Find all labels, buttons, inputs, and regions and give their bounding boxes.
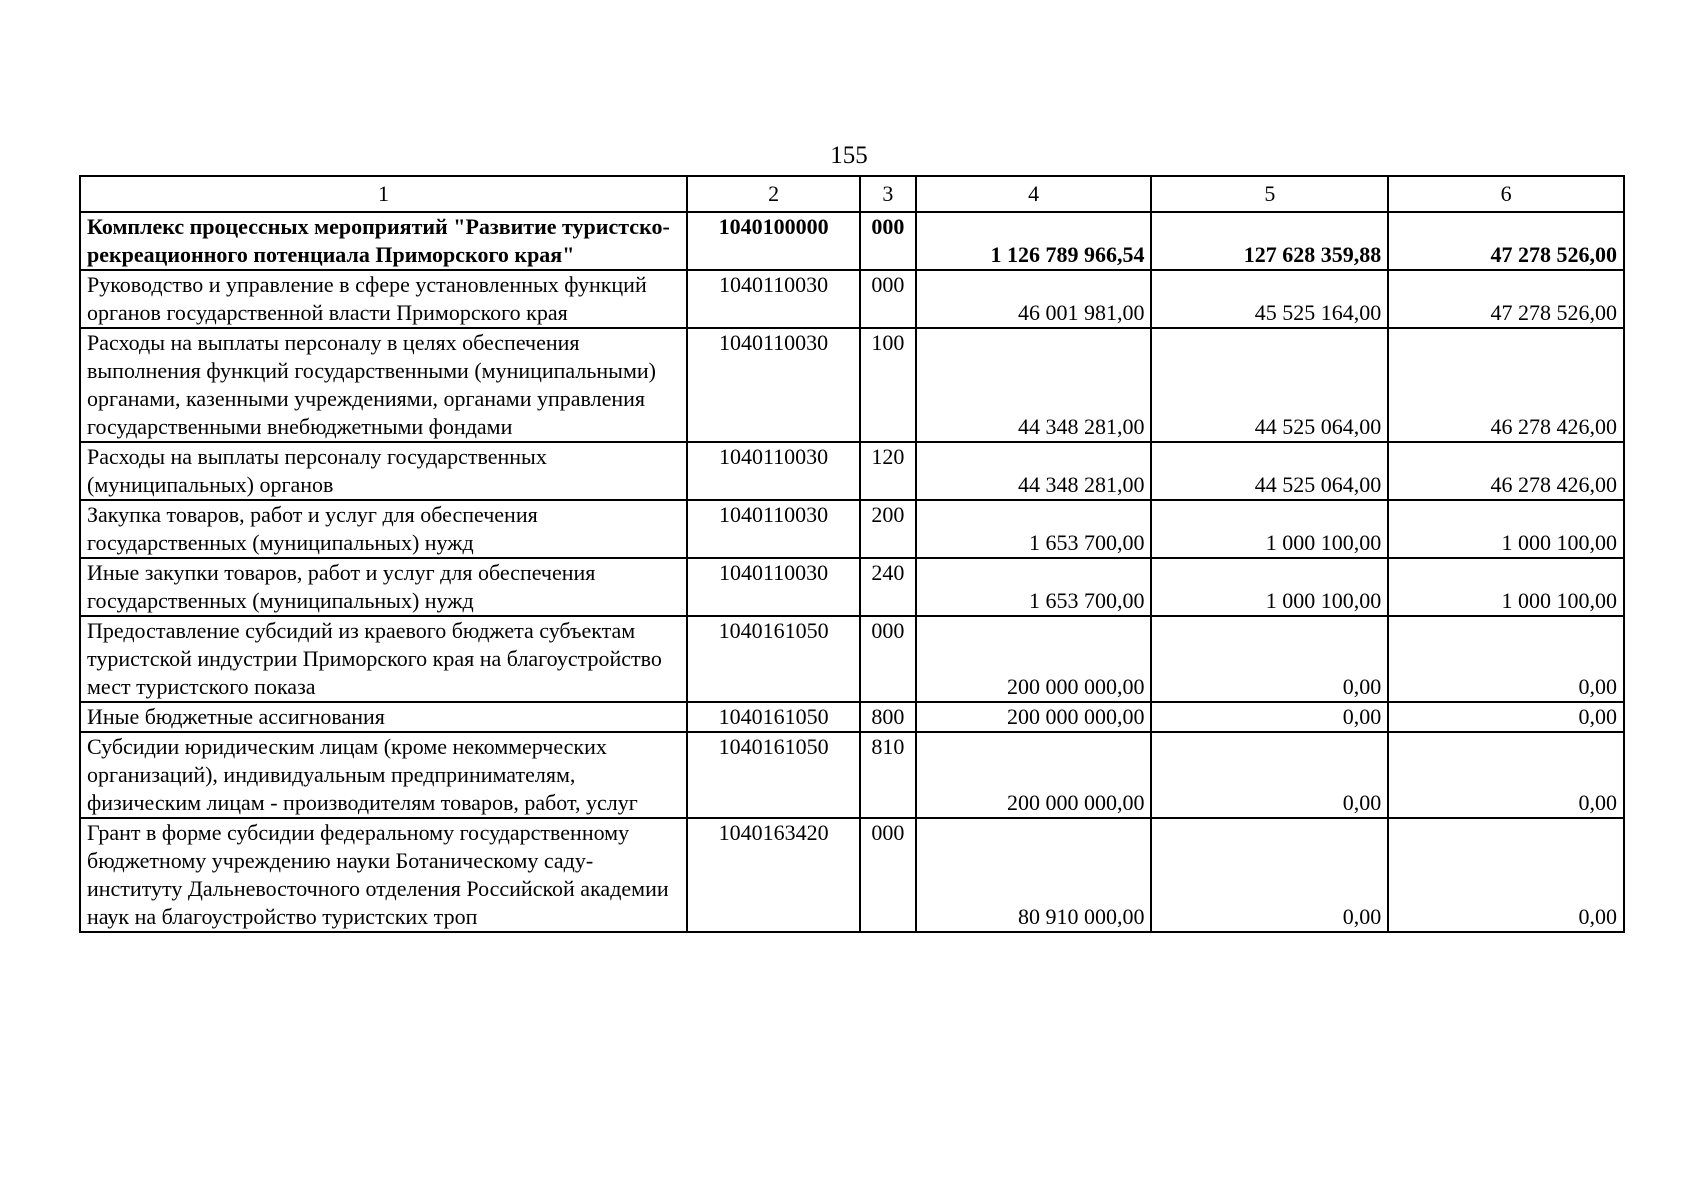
expense-type-code-cell: 800: [860, 702, 916, 732]
amount-col-4-cell: 200 000 000,00: [916, 702, 1152, 732]
expense-type-code-cell: 100: [860, 328, 916, 442]
table-row: [80, 702, 1624, 732]
amount-col-5-cell: 0,00: [1151, 732, 1388, 818]
amount-col-6-cell: 1 000 100,00: [1388, 558, 1624, 616]
expense-name-cell: Иные закупки товаров, работ и услуг для обеспечения государственных (муниципальных) нужд: [80, 558, 687, 616]
amount-col-6-cell: 1 000 100,00: [1388, 500, 1624, 558]
amount-col-6-cell: 46 278 426,00: [1388, 328, 1624, 442]
expense-type-code-cell: 120: [860, 442, 916, 500]
amount-col-4-cell: 1 126 789 966,54: [916, 212, 1152, 270]
target-code-cell: 1040110030: [687, 442, 860, 500]
expense-type-code-cell: 000: [860, 616, 916, 702]
table-row: [80, 616, 1624, 702]
target-code-cell: 1040161050: [687, 616, 860, 702]
expense-name-cell: Предоставление субсидий из краевого бюджета субъектам туристской индустрии Приморского края на благоустройство мест туристского показа: [80, 616, 687, 702]
expense-type-code-cell: 240: [860, 558, 916, 616]
expense-type-code-cell: 810: [860, 732, 916, 818]
amount-col-4-cell: 46 001 981,00: [916, 270, 1152, 328]
table-row: [80, 818, 1624, 932]
amount-col-5-cell: 1 000 100,00: [1151, 500, 1388, 558]
column-number-row: [80, 176, 1624, 212]
column-number-header: 5: [1151, 176, 1388, 212]
amount-col-6-cell: 47 278 526,00: [1388, 270, 1624, 328]
amount-col-6-cell: 0,00: [1388, 616, 1624, 702]
column-number-header: 3: [860, 176, 916, 212]
amount-col-6-cell: 47 278 526,00: [1388, 212, 1624, 270]
column-number-header: 4: [916, 176, 1152, 212]
expense-name-cell: Грант в форме субсидии федеральному государственному бюджетному учреждению науки Ботаническому саду-институту Дальневосточного отделения Российской академии наук на благоустройство туристских троп: [80, 818, 687, 932]
amount-col-6-cell: 0,00: [1388, 818, 1624, 932]
amount-col-5-cell: 45 525 164,00: [1151, 270, 1388, 328]
amount-col-6-cell: 46 278 426,00: [1388, 442, 1624, 500]
expense-name-cell: Иные бюджетные ассигнования: [80, 702, 687, 732]
table-row: [80, 732, 1624, 818]
table-row: [80, 442, 1624, 500]
table-row: [80, 212, 1624, 270]
expense-name-cell: Расходы на выплаты персоналу в целях обеспечения выполнения функций государственными (муниципальными) органами, казенными учреждениями, органами управления государственными внебюджетными фондами: [80, 328, 687, 442]
amount-col-4-cell: 44 348 281,00: [916, 328, 1152, 442]
amount-col-5-cell: 1 000 100,00: [1151, 558, 1388, 616]
page-number: 155: [830, 142, 868, 169]
amount-col-5-cell: 0,00: [1151, 616, 1388, 702]
expense-name-cell: Закупка товаров, работ и услуг для обеспечения государственных (муниципальных) нужд: [80, 500, 687, 558]
amount-col-5-cell: 127 628 359,88: [1151, 212, 1388, 270]
expense-name-cell: Комплекс процессных мероприятий "Развитие туристско-рекреационного потенциала Приморского края": [80, 212, 687, 270]
table-row: [80, 328, 1624, 442]
amount-col-4-cell: 200 000 000,00: [916, 616, 1152, 702]
table-row: [80, 270, 1624, 328]
amount-col-4-cell: 200 000 000,00: [916, 732, 1152, 818]
target-code-cell: 1040163420: [687, 818, 860, 932]
amount-col-5-cell: 0,00: [1151, 818, 1388, 932]
amount-col-5-cell: 44 525 064,00: [1151, 442, 1388, 500]
target-code-cell: 1040110030: [687, 558, 860, 616]
amount-col-5-cell: 0,00: [1151, 702, 1388, 732]
amount-col-4-cell: 1 653 700,00: [916, 500, 1152, 558]
amount-col-4-cell: 44 348 281,00: [916, 442, 1152, 500]
target-code-cell: 1040110030: [687, 270, 860, 328]
column-number-header: 1: [80, 176, 687, 212]
amount-col-4-cell: 1 653 700,00: [916, 558, 1152, 616]
target-code-cell: 1040161050: [687, 702, 860, 732]
table-row: [80, 500, 1624, 558]
amount-col-4-cell: 80 910 000,00: [916, 818, 1152, 932]
expense-name-cell: Субсидии юридическим лицам (кроме некоммерческих организаций), индивидуальным предпринимателям, физическим лицам - производителям товаров, работ, услуг: [80, 732, 687, 818]
expense-type-code-cell: 200: [860, 500, 916, 558]
amount-col-5-cell: 44 525 064,00: [1151, 328, 1388, 442]
expense-type-code-cell: 000: [860, 212, 916, 270]
target-code-cell: 1040100000: [687, 212, 860, 270]
amount-col-6-cell: 0,00: [1388, 732, 1624, 818]
budget-table: [79, 175, 1625, 933]
column-number-header: 2: [687, 176, 860, 212]
table-row: [80, 558, 1624, 616]
expense-name-cell: Расходы на выплаты персоналу государственных (муниципальных) органов: [80, 442, 687, 500]
target-code-cell: 1040161050: [687, 732, 860, 818]
expense-type-code-cell: 000: [860, 818, 916, 932]
target-code-cell: 1040110030: [687, 500, 860, 558]
amount-col-6-cell: 0,00: [1388, 702, 1624, 732]
target-code-cell: 1040110030: [687, 328, 860, 442]
column-number-header: 6: [1388, 176, 1624, 212]
expense-type-code-cell: 000: [860, 270, 916, 328]
expense-name-cell: Руководство и управление в сфере установленных функций органов государственной власти Приморского края: [80, 270, 687, 328]
